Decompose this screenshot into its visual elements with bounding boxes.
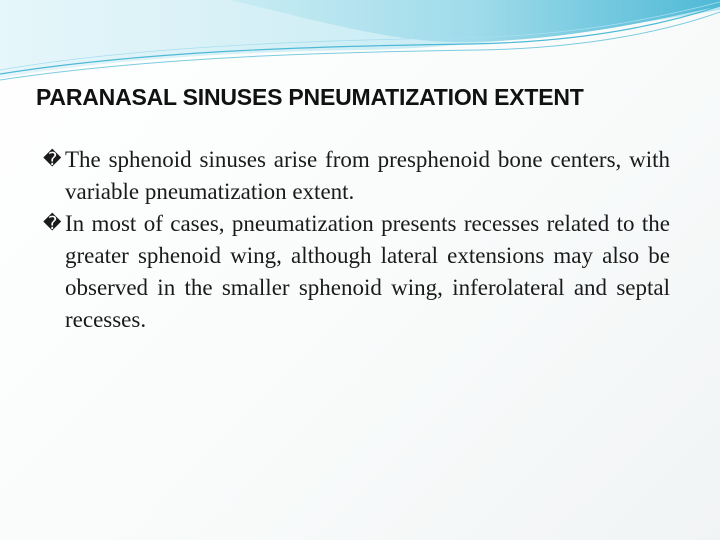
bullet-item [43,208,670,336]
bullet-text: In most of cases, pneumatization presents recesses related to the greater sphenoid wing, although lateral extensions may also be observed in the smaller sphenoid wing, inferolateral and septal recesses. [65,211,670,332]
slide-title: PARANASAL SINUSES PNEUMATIZATION EXTENT [36,84,584,110]
bullet-glyph-icon: � [43,213,62,234]
bullet-glyph-icon: � [43,149,62,170]
bullet-item [43,144,670,208]
bullet-list [43,144,670,336]
header-wave-decoration [0,0,720,90]
bullet-text: The sphenoid sinuses arise from presphenoid bone centers, with variable pneumatization extent. [65,147,670,204]
